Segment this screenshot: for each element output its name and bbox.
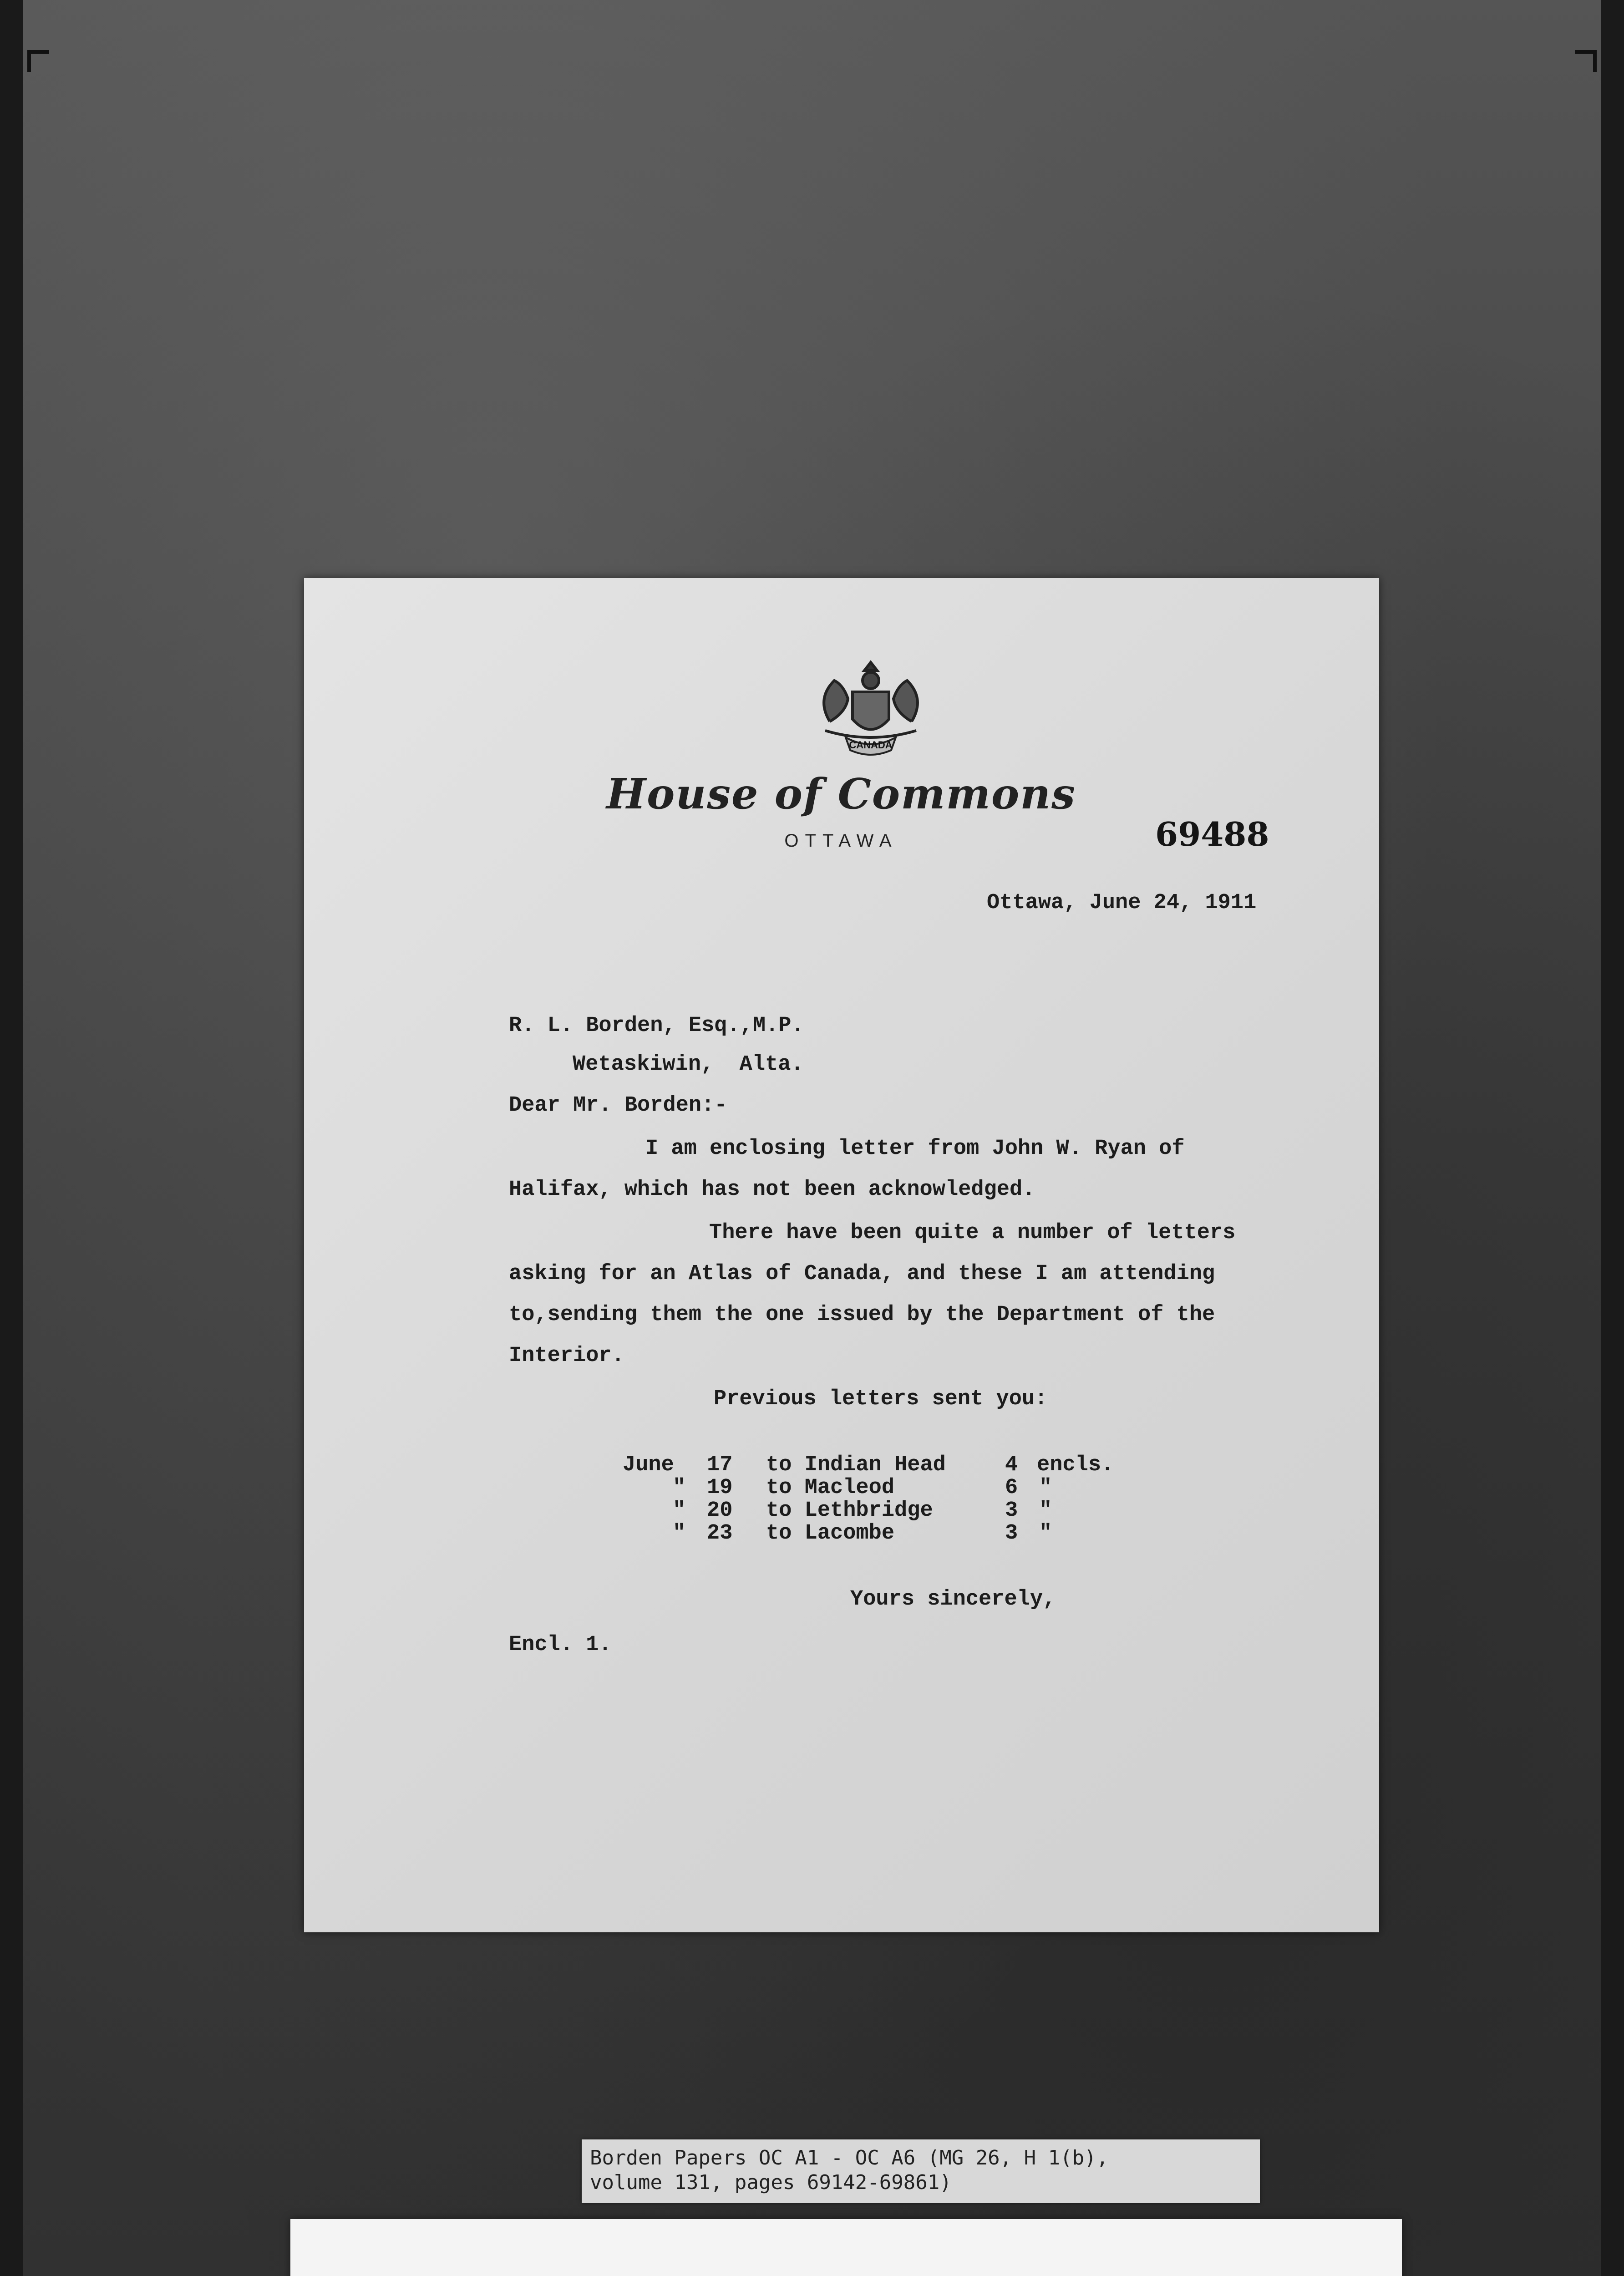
royal-coat-of-arms-canada-icon — [802, 653, 939, 767]
document-number: 69488 — [1155, 815, 1269, 854]
enclosure-unit: " — [1039, 1499, 1052, 1523]
letter-destination: to Lacombe — [766, 1521, 895, 1545]
letter-destination: to Macleod — [766, 1476, 895, 1500]
film-edge-right — [1601, 0, 1624, 2276]
crest-banner: CANADA — [849, 739, 893, 751]
reel-label-line: volume 131, pages 69142-69861) — [590, 2171, 952, 2194]
enclosure-count: 6 — [1005, 1476, 1018, 1500]
letterhead-city: OTTAWA — [784, 831, 898, 851]
enclosure-unit: " — [1039, 1521, 1052, 1545]
letter-month: " — [673, 1476, 686, 1500]
body-line: I am enclosing letter from John W. Ryan of — [645, 1137, 1185, 1161]
date-line: Ottawa, June 24, 1911 — [987, 891, 1257, 915]
enclosure-unit: encls. — [1037, 1453, 1114, 1477]
letter-month: June — [623, 1453, 674, 1477]
letter-destination: to Indian Head — [766, 1453, 946, 1477]
institution-name: House of Commons — [606, 769, 1076, 818]
previous-letters-heading: Previous letters sent you: — [714, 1387, 1048, 1411]
recipient-location: Wetaskiwin, Alta. — [573, 1052, 804, 1077]
enclosure-count: 3 — [1005, 1499, 1018, 1523]
recipient-name: R. L. Borden, Esq.,M.P. — [509, 1014, 804, 1038]
enclosure-note: Encl. 1. — [509, 1633, 612, 1657]
letter-destination: to Lethbridge — [766, 1499, 933, 1523]
letter-day: 23 — [707, 1521, 733, 1545]
body-line: Halifax, which has not been acknowledged. — [509, 1178, 1035, 1202]
salutation: Dear Mr. Borden:- — [509, 1093, 727, 1118]
body-line: There have been quite a number of letters — [709, 1221, 1236, 1245]
enclosure-count: 4 — [1005, 1453, 1018, 1477]
body-line: asking for an Atlas of Canada, and these I am attending — [509, 1262, 1215, 1286]
letter-day: 17 — [707, 1453, 733, 1477]
enclosure-unit: " — [1039, 1476, 1052, 1500]
body-line: Interior. — [509, 1344, 624, 1368]
letter-day: 20 — [707, 1499, 733, 1523]
letter-month: " — [673, 1521, 686, 1545]
film-edge-left — [0, 0, 23, 2276]
archive-card — [290, 2219, 1402, 2276]
letter-sheet — [304, 578, 1379, 1932]
crop-mark-top-left — [27, 50, 49, 72]
reel-label — [582, 2139, 1260, 2203]
body-line: to,sending them the one issued by the Department of the — [509, 1303, 1215, 1327]
reel-label-line: Borden Papers OC A1 - OC A6 (MG 26, H 1(b), — [590, 2146, 1109, 2169]
closing: Yours sincerely, — [850, 1587, 1056, 1611]
enclosure-count: 3 — [1005, 1521, 1018, 1545]
crop-mark-top-right — [1575, 50, 1597, 72]
letter-day: 19 — [707, 1476, 733, 1500]
letter-month: " — [673, 1499, 686, 1523]
